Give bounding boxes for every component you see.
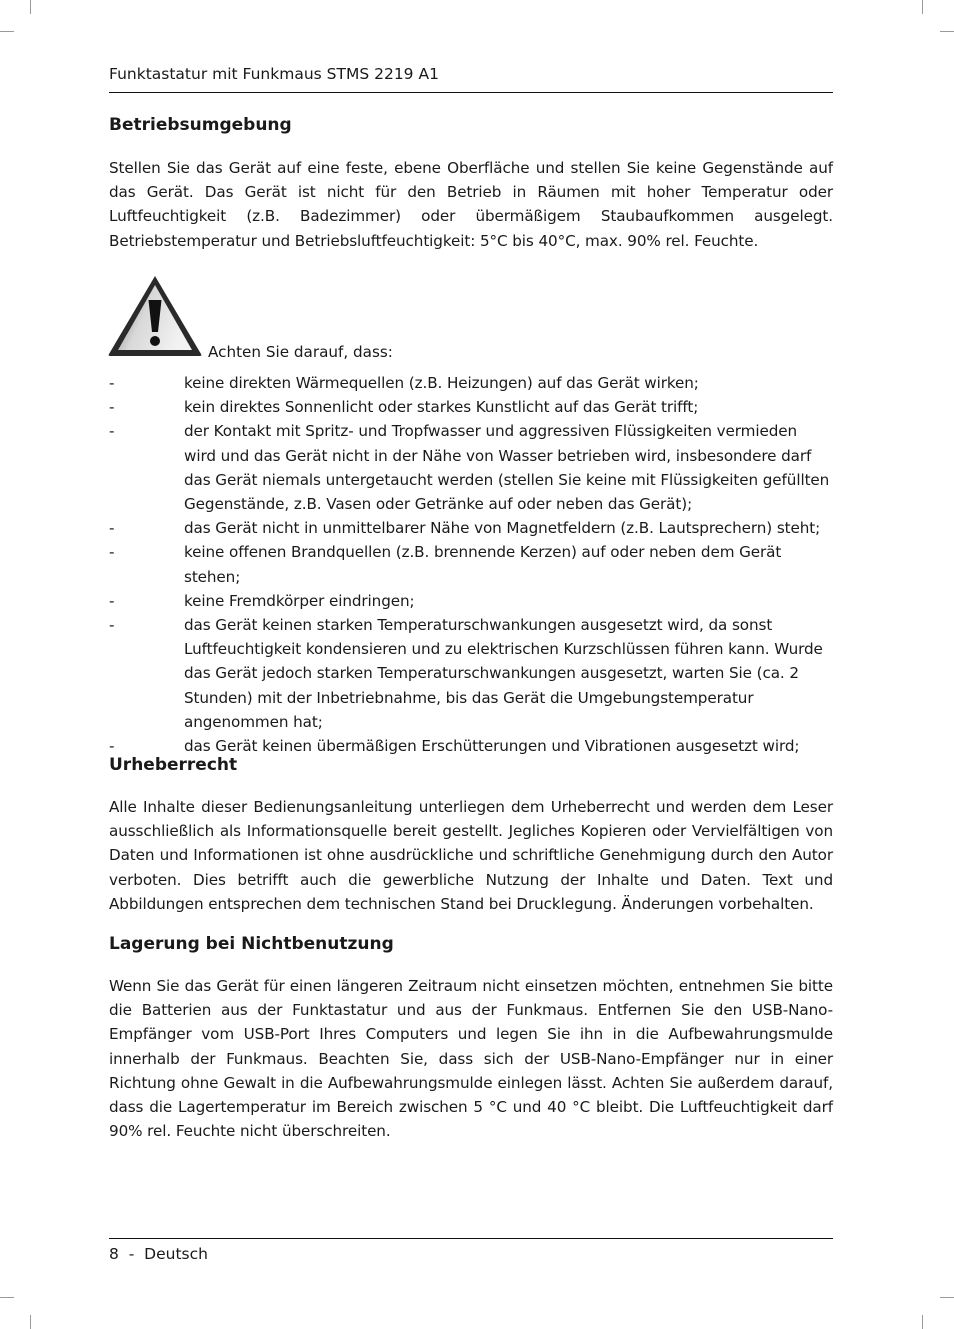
list-dash: -: [109, 616, 115, 635]
page-number: 8 - Deutsch: [109, 1245, 208, 1263]
list-item-text: keine offenen Brandquellen (z.B. brennende Kerzen) auf oder neben dem Gerät stehen;: [184, 543, 782, 586]
footer-divider: [109, 1238, 833, 1239]
running-header: Funktastatur mit Funkmaus STMS 2219 A1: [109, 65, 439, 83]
list-dash: -: [109, 591, 115, 610]
paragraph-urheberrecht: Alle Inhalte dieser Bedienungsanleitung unterliegen dem Urheberrecht und werden dem Leser ausschließlich als Informationsquelle bereit gestellt. Jegliches Kopieren oder Vervielfältigen von Daten und Informationen ist ohne ausdrückliche und schriftliche Genehmigung durch den Autor verboten. Dies betrifft auch die gewerbliche Nutzung der Inhalte und Daten. Text und Abbildungen entsprechen dem technischen Stand bei Drucklegung. Änderungen vorbehalten.: [109, 798, 833, 913]
paragraph-betriebsumgebung: Stellen Sie das Gerät auf eine feste, ebene Oberfläche und stellen Sie keine Gegenstände auf das Gerät. Das Gerät ist nicht für den Betrieb in Räumen mit hoher Temperatur oder Luftfeuchtigkeit (z.B. Badezimmer) oder übermäßigem Staubaufkommen ausgelegt. Betriebstemperatur und Betriebsluftfeuchtigkeit: 5°C bis 40°C, max. 90% rel. Feuchte.: [109, 159, 833, 250]
list-dash: -: [109, 519, 115, 538]
crop-mark: [940, 1297, 954, 1298]
list-item: [109, 516, 833, 540]
list-dash: -: [109, 398, 115, 417]
list-item-text: das Gerät keinen übermäßigen Erschütterungen und Vibrationen ausgesetzt wird;: [184, 737, 800, 756]
list-item: [109, 589, 833, 613]
warning-list: [109, 371, 833, 758]
paragraph-lagerung: Wenn Sie das Gerät für einen längeren Zeitraum nicht einsetzen möchten, entnehmen Sie bitte die Batterien aus der Funktastatur und aus der Funkmaus. Entfernen Sie den USB-Nano-Empfänger vom USB-Port Ihres Computers und legen Sie ihn in die Aufbewahrungsmulde innerhalb der Funkmaus. Beachten Sie, dass sich der USB-Nano-Empfänger nur in einer Richtung ohne Gewalt in die Aufbewahrungsmulde einlegen lässt. Achten Sie außerdem darauf, dass die Lagertemperatur im Bereich zwischen 5 °C und 40 °C bleibt. Die Luftfeuchtigkeit darf 90% rel. Feuchte nicht überschreiten.: [109, 977, 833, 1141]
list-item-text: das Gerät keinen starken Temperaturschwankungen ausgesetzt wird, da sonst Luftfeuchtigkeit kondensieren und zu elektrischen Kurzschlüssen führen kann. Wurde das Gerät jedoch starken Temperaturschwankungen ausgesetzt, warten Sie (ca. 2 Stunden) mit der Inbetriebnahme, bis das Gerät die Umgebungstemperatur angenommen hat;: [184, 616, 823, 731]
section-heading-lagerung: Lagerung bei Nichtbenutzung: [109, 934, 394, 954]
section-heading-urheberrecht: Urheberrecht: [109, 755, 238, 775]
list-dash: -: [109, 374, 115, 392]
section-heading-betriebsumgebung: Betriebsumgebung: [109, 115, 292, 135]
list-dash: -: [109, 422, 115, 441]
crop-mark: [0, 1297, 14, 1298]
list-item: [109, 395, 833, 419]
list-dash: -: [109, 543, 115, 562]
list-item: [109, 613, 833, 734]
list-item: [109, 540, 833, 588]
list-item-text: das Gerät nicht in unmittelbarer Nähe von Magnetfeldern (z.B. Lautsprechern) steht;: [184, 519, 821, 538]
list-item: [109, 419, 833, 516]
crop-mark: [30, 1315, 31, 1329]
crop-mark: [30, 0, 31, 14]
list-item-text: keine direkten Wärmequellen (z.B. Heizungen) auf das Gerät wirken;: [184, 374, 699, 392]
warning-triangle-icon: [107, 274, 203, 358]
crop-mark: [0, 31, 14, 32]
crop-mark: [940, 31, 954, 32]
list-item-text: kein direktes Sonnenlicht oder starkes Kunstlicht auf das Gerät trifft;: [184, 398, 699, 417]
crop-mark: [922, 1315, 923, 1329]
crop-mark: [922, 0, 923, 14]
list-item-text: der Kontakt mit Spritz- und Tropfwasser und aggressiven Flüssigkeiten vermieden wird und das Gerät nicht in der Nähe von Wasser betrieben wird, insbesondere darf das Gerät niemals untergetaucht werden (stellen Sie keine mit Flüssigkeiten gefüllten Gegenstände, z.B. Vasen oder Getränke auf oder neben das Gerät);: [184, 422, 830, 514]
list-item: [109, 371, 833, 395]
list-dash: -: [109, 737, 115, 756]
warning-intro: Achten Sie darauf, dass:: [208, 343, 393, 361]
header-divider: [109, 92, 833, 93]
list-item-text: keine Fremdkörper eindringen;: [184, 591, 415, 610]
